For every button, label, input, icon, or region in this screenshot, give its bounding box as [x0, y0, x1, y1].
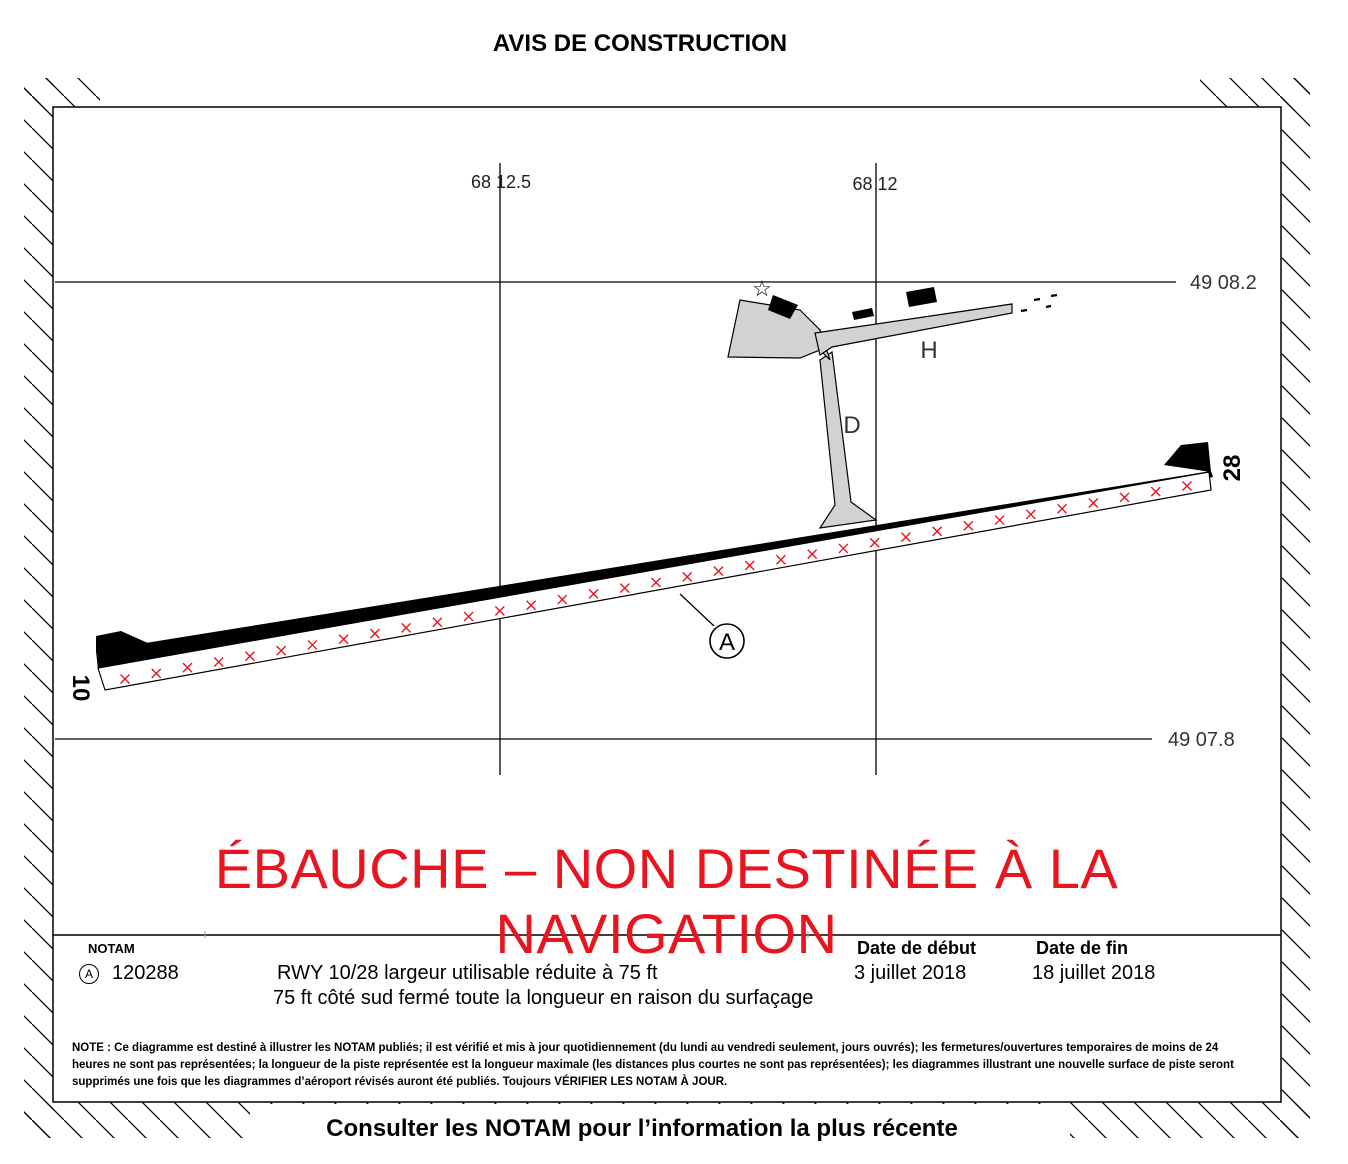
longitude-label-west: 68 12.5: [470, 172, 532, 192]
footer-message: Consulter les NOTAM pour l’information la plus récente: [326, 1115, 958, 1142]
taxiway-d-label: D: [843, 412, 861, 439]
notam-number: 120288: [112, 962, 179, 984]
disclaimer-note: NOTE : Ce diagramme est destiné à illustrer les NOTAM publiés; il est vérifié et mis à jour quotidiennement (du lundi au vendredi seulement, jours ouvrés); les fermetures/ouvertures temporaires de moins de 24 heures ne sont pas représentées; la longueur de la piste représentée est la longueur maximale (les distances plus courtes ne sont pas représentées); les diagrammes illustrant une nouvelle surface de piste seront supprimés une fois que les diagrammes d’aéroport révisés auront été publiés. Toujours VÉRIFIER LES NOTAM À JOUR.: [72, 1042, 1234, 1088]
notam-description-line1: RWY 10/28 largeur utilisable réduite à 75 ft: [277, 962, 658, 984]
marker-a-label: A: [718, 629, 736, 656]
airport-reference-star: ☆: [752, 276, 772, 301]
latitude-label-south: 49 07.8: [1168, 729, 1235, 751]
notice-title: AVIS DE CONSTRUCTION: [492, 30, 788, 57]
taxiway-h-label: H: [920, 337, 938, 364]
longitude-label-east: 68 12: [852, 174, 898, 194]
notam-end-date: 18 juillet 2018: [1032, 962, 1156, 984]
latitude-label-north: 49 08.2: [1190, 272, 1257, 294]
notam-marker-a: A: [79, 964, 99, 984]
notam-label: NOTAM: [88, 941, 135, 956]
notam-start-date: 3 juillet 2018: [854, 962, 967, 984]
notam-description-line2: 75 ft côté sud fermé toute la longueur en raison du surfaçage: [273, 987, 814, 1009]
start-date-header: Date de début: [857, 938, 977, 958]
draft-watermark: ÉBAUCHE – NON DESTINÉE À LA NAVIGATION: [214, 837, 1119, 965]
runway-end-label-10: 10: [67, 674, 94, 702]
runway-end-label-28: 28: [1219, 454, 1246, 482]
end-date-header: Date de fin: [1036, 938, 1129, 958]
